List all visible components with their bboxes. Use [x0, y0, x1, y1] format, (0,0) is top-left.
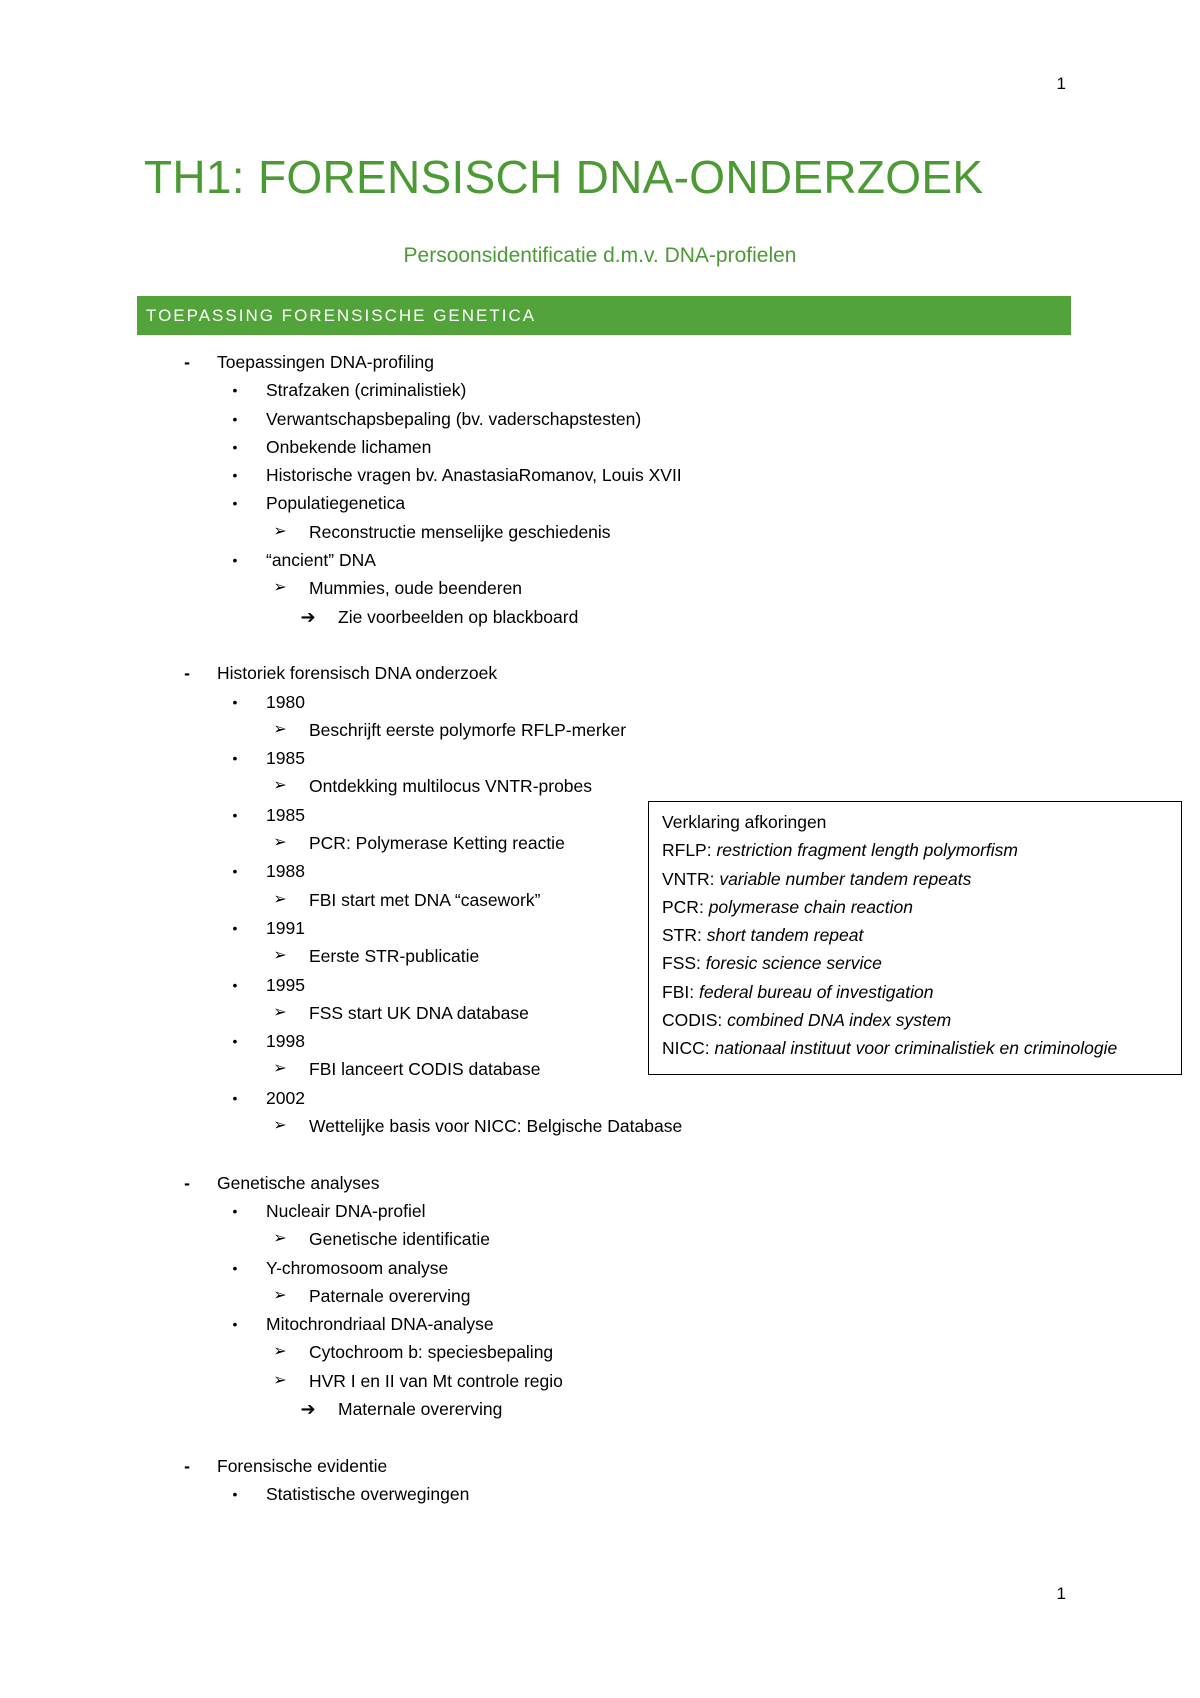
outline-item-text: Reconstructie menselijke geschiedenis [309, 521, 611, 542]
outline-item-text: Genetische identificatie [309, 1229, 490, 1250]
outline-item [0, 433, 1200, 461]
abbreviation-definition: nationaal instituut voor criminalistiek en criminologie [714, 1038, 1118, 1059]
outline-item [0, 603, 1200, 631]
bullet-marker: • [232, 410, 238, 427]
outline-item-text: Wettelijke basis voor NICC: Belgische Database [309, 1116, 683, 1137]
chevron-marker: ➢ [273, 1343, 287, 1361]
outline-item [0, 1310, 1200, 1338]
outline-item [0, 1197, 1200, 1225]
outline-item [0, 1084, 1200, 1112]
bullet-marker: • [232, 919, 238, 936]
abbreviation-definition: short tandem repeat [706, 925, 864, 946]
chevron-marker: ➢ [273, 1230, 287, 1248]
outline-item-text: Genetische analyses [217, 1172, 380, 1193]
abbreviation-definition: restriction fragment length polymorfism [716, 840, 1018, 861]
outline-item [0, 405, 1200, 433]
abbreviation-definition: foresic science service [705, 953, 882, 974]
outline-item-text: Nucleair DNA-profiel [266, 1200, 426, 1221]
bullet-marker: • [232, 1089, 238, 1106]
outline-item [0, 518, 1200, 546]
outline-item [0, 716, 1200, 744]
abbreviation-row [662, 836, 1168, 864]
outline-item [0, 1282, 1200, 1310]
chevron-marker: ➢ [273, 834, 287, 852]
bullet-marker: • [232, 976, 238, 993]
abbreviation-row [662, 978, 1168, 1006]
abbreviation-row [662, 893, 1168, 921]
bullet-marker: • [232, 1033, 238, 1050]
outline-item [0, 348, 1200, 376]
outline-item [0, 1480, 1200, 1508]
outline-item-text: Statistische overwegingen [266, 1483, 470, 1504]
bullet-marker: • [232, 382, 238, 399]
outline-item-text: Populatiegenetica [266, 493, 406, 514]
abbreviation-row [662, 949, 1168, 977]
chevron-marker: ➢ [273, 720, 287, 738]
outline-item-text: Toepassingen DNA-profiling [217, 352, 434, 372]
outline-item [0, 489, 1200, 517]
bullet-marker: • [232, 438, 238, 455]
abbreviation-term: RFLP: [662, 840, 712, 861]
abbreviation-row [662, 865, 1168, 893]
outline-item-text: “ancient” DNA [266, 550, 376, 571]
chevron-marker: ➢ [273, 777, 287, 795]
outline-item-text: Zie voorbeelden op blackboard [338, 606, 579, 627]
outline-item [0, 376, 1200, 404]
bullet-marker: • [232, 1202, 238, 1219]
chevron-marker: ➢ [273, 1286, 287, 1304]
outline-item-text: 1998 [266, 1031, 305, 1052]
abbreviation-definition: combined DNA index system [727, 1010, 952, 1031]
outline-item-text: 1980 [266, 691, 305, 712]
outline-item-text: FBI start met DNA “casework” [309, 889, 541, 910]
chevron-marker: ➢ [273, 890, 287, 908]
outline-item-text: Cytochroom b: speciesbepaling [309, 1342, 554, 1363]
outline-item [0, 744, 1200, 772]
bullet-marker: • [232, 1316, 238, 1333]
bullet-marker: • [232, 552, 238, 569]
chevron-marker: ➢ [273, 579, 287, 597]
bullet-marker: • [232, 806, 238, 823]
outline-item-text: Historiek forensisch DNA onderzoek [217, 663, 498, 684]
abbreviation-row [662, 921, 1168, 949]
outline-item-text: Onbekende lichamen [266, 436, 432, 457]
arrow-marker: ➔ [300, 606, 316, 627]
outline-item [0, 688, 1200, 716]
dash-marker: - [184, 1455, 190, 1476]
outline-item [0, 1452, 1200, 1480]
outline-item-text: Beschrijft eerste polymorfe RFLP-merker [309, 719, 627, 740]
bullet-marker: • [232, 750, 238, 767]
outline-item [0, 1225, 1200, 1253]
outline-item-text: Ontdekking multilocus VNTR-probes [309, 776, 593, 797]
outline-item-text: FBI lanceert CODIS database [309, 1059, 541, 1080]
outline-item-text: Mummies, oude beenderen [309, 578, 523, 599]
chevron-marker: ➢ [273, 947, 287, 965]
outline-item [0, 1395, 1200, 1423]
outline-item [0, 1169, 1200, 1197]
page-number-top: 1 [1056, 74, 1066, 93]
outline-item [0, 772, 1200, 800]
outline-item-text: Eerste STR-publicatie [309, 946, 480, 967]
abbreviation-term: VNTR: [662, 868, 715, 889]
dash-marker: - [184, 663, 190, 684]
chevron-marker: ➢ [273, 1060, 287, 1078]
outline-item-text: Maternale overerving [338, 1398, 503, 1419]
bullet-marker: • [232, 467, 238, 484]
outline-item-text: 1988 [266, 861, 305, 882]
outline-item-text: 1995 [266, 974, 305, 995]
dash-marker: - [184, 352, 190, 372]
abbreviation-term: PCR: [662, 896, 704, 917]
abbreviations-box [648, 801, 1182, 1075]
section-heading-bar [137, 296, 1071, 335]
chevron-marker: ➢ [273, 1003, 287, 1021]
bullet-marker: • [232, 1259, 238, 1276]
abbreviation-term: FBI: [662, 981, 695, 1002]
page-number-bottom: 1 [1056, 1584, 1066, 1603]
outline-item-text: PCR: Polymerase Ketting reactie [309, 833, 565, 854]
abbreviation-definition: federal bureau of investigation [698, 981, 934, 1002]
outline-item-text: Strafzaken (criminalistiek) [266, 380, 467, 401]
outline-item-text: Forensische evidentie [217, 1455, 388, 1476]
outline-item-text: Historische vragen bv. AnastasiaRomanov, Louis XVII [266, 465, 682, 486]
outline-item [0, 659, 1200, 687]
abbreviation-definition: variable number tandem repeats [719, 868, 972, 889]
chevron-marker: ➢ [273, 522, 287, 540]
outline-item [0, 1112, 1200, 1140]
bullet-marker: • [232, 863, 238, 880]
outline-item [0, 461, 1200, 489]
abbreviation-row [662, 1006, 1168, 1034]
outline-item [0, 574, 1200, 602]
chevron-marker: ➢ [273, 1371, 287, 1389]
outline-item-text: Mitochrondriaal DNA-analyse [266, 1314, 494, 1335]
abbreviation-definition: polymerase chain reaction [708, 896, 913, 917]
document-subtitle: Persoonsidentificatie d.m.v. DNA-profielen [403, 244, 797, 267]
outline-item-text: Paternale overerving [309, 1285, 471, 1306]
outline-item [0, 1254, 1200, 1282]
outline-item [0, 546, 1200, 574]
outline-item-text: 1985 [266, 748, 305, 769]
section-heading-label: TOEPASSING FORENSISCHE GENETICA [146, 306, 537, 325]
abbreviation-row [662, 1034, 1168, 1062]
dash-marker: - [184, 1172, 190, 1193]
bullet-marker: • [232, 1485, 238, 1502]
abbreviation-term: CODIS: [662, 1010, 723, 1031]
outline-item-text: 1991 [266, 917, 305, 938]
document-title: TH1: FORENSISCH DNA-ONDERZOEK [144, 151, 984, 203]
bullet-marker: • [232, 495, 238, 512]
outline-item-text: HVR I en II van Mt controle regio [309, 1370, 563, 1391]
abbreviation-term: NICC: [662, 1038, 710, 1059]
outline-item [0, 1367, 1200, 1395]
outline-item-text: 2002 [266, 1087, 305, 1108]
bullet-marker: • [232, 693, 238, 710]
arrow-marker: ➔ [300, 1398, 316, 1419]
abbreviation-term: FSS: [662, 953, 701, 974]
outline-item-text: FSS start UK DNA database [309, 1002, 529, 1023]
chevron-marker: ➢ [273, 1117, 287, 1135]
outline-item-text: Y-chromosoom analyse [266, 1257, 449, 1278]
outline-item [0, 1338, 1200, 1366]
outline-item-text: Verwantschapsbepaling (bv. vaderschapstesten) [266, 408, 642, 429]
abbreviation-term: STR: [662, 925, 702, 946]
abbreviations-title: Verklaring afkoringen [662, 812, 827, 832]
outline-item-text: 1985 [266, 804, 305, 825]
